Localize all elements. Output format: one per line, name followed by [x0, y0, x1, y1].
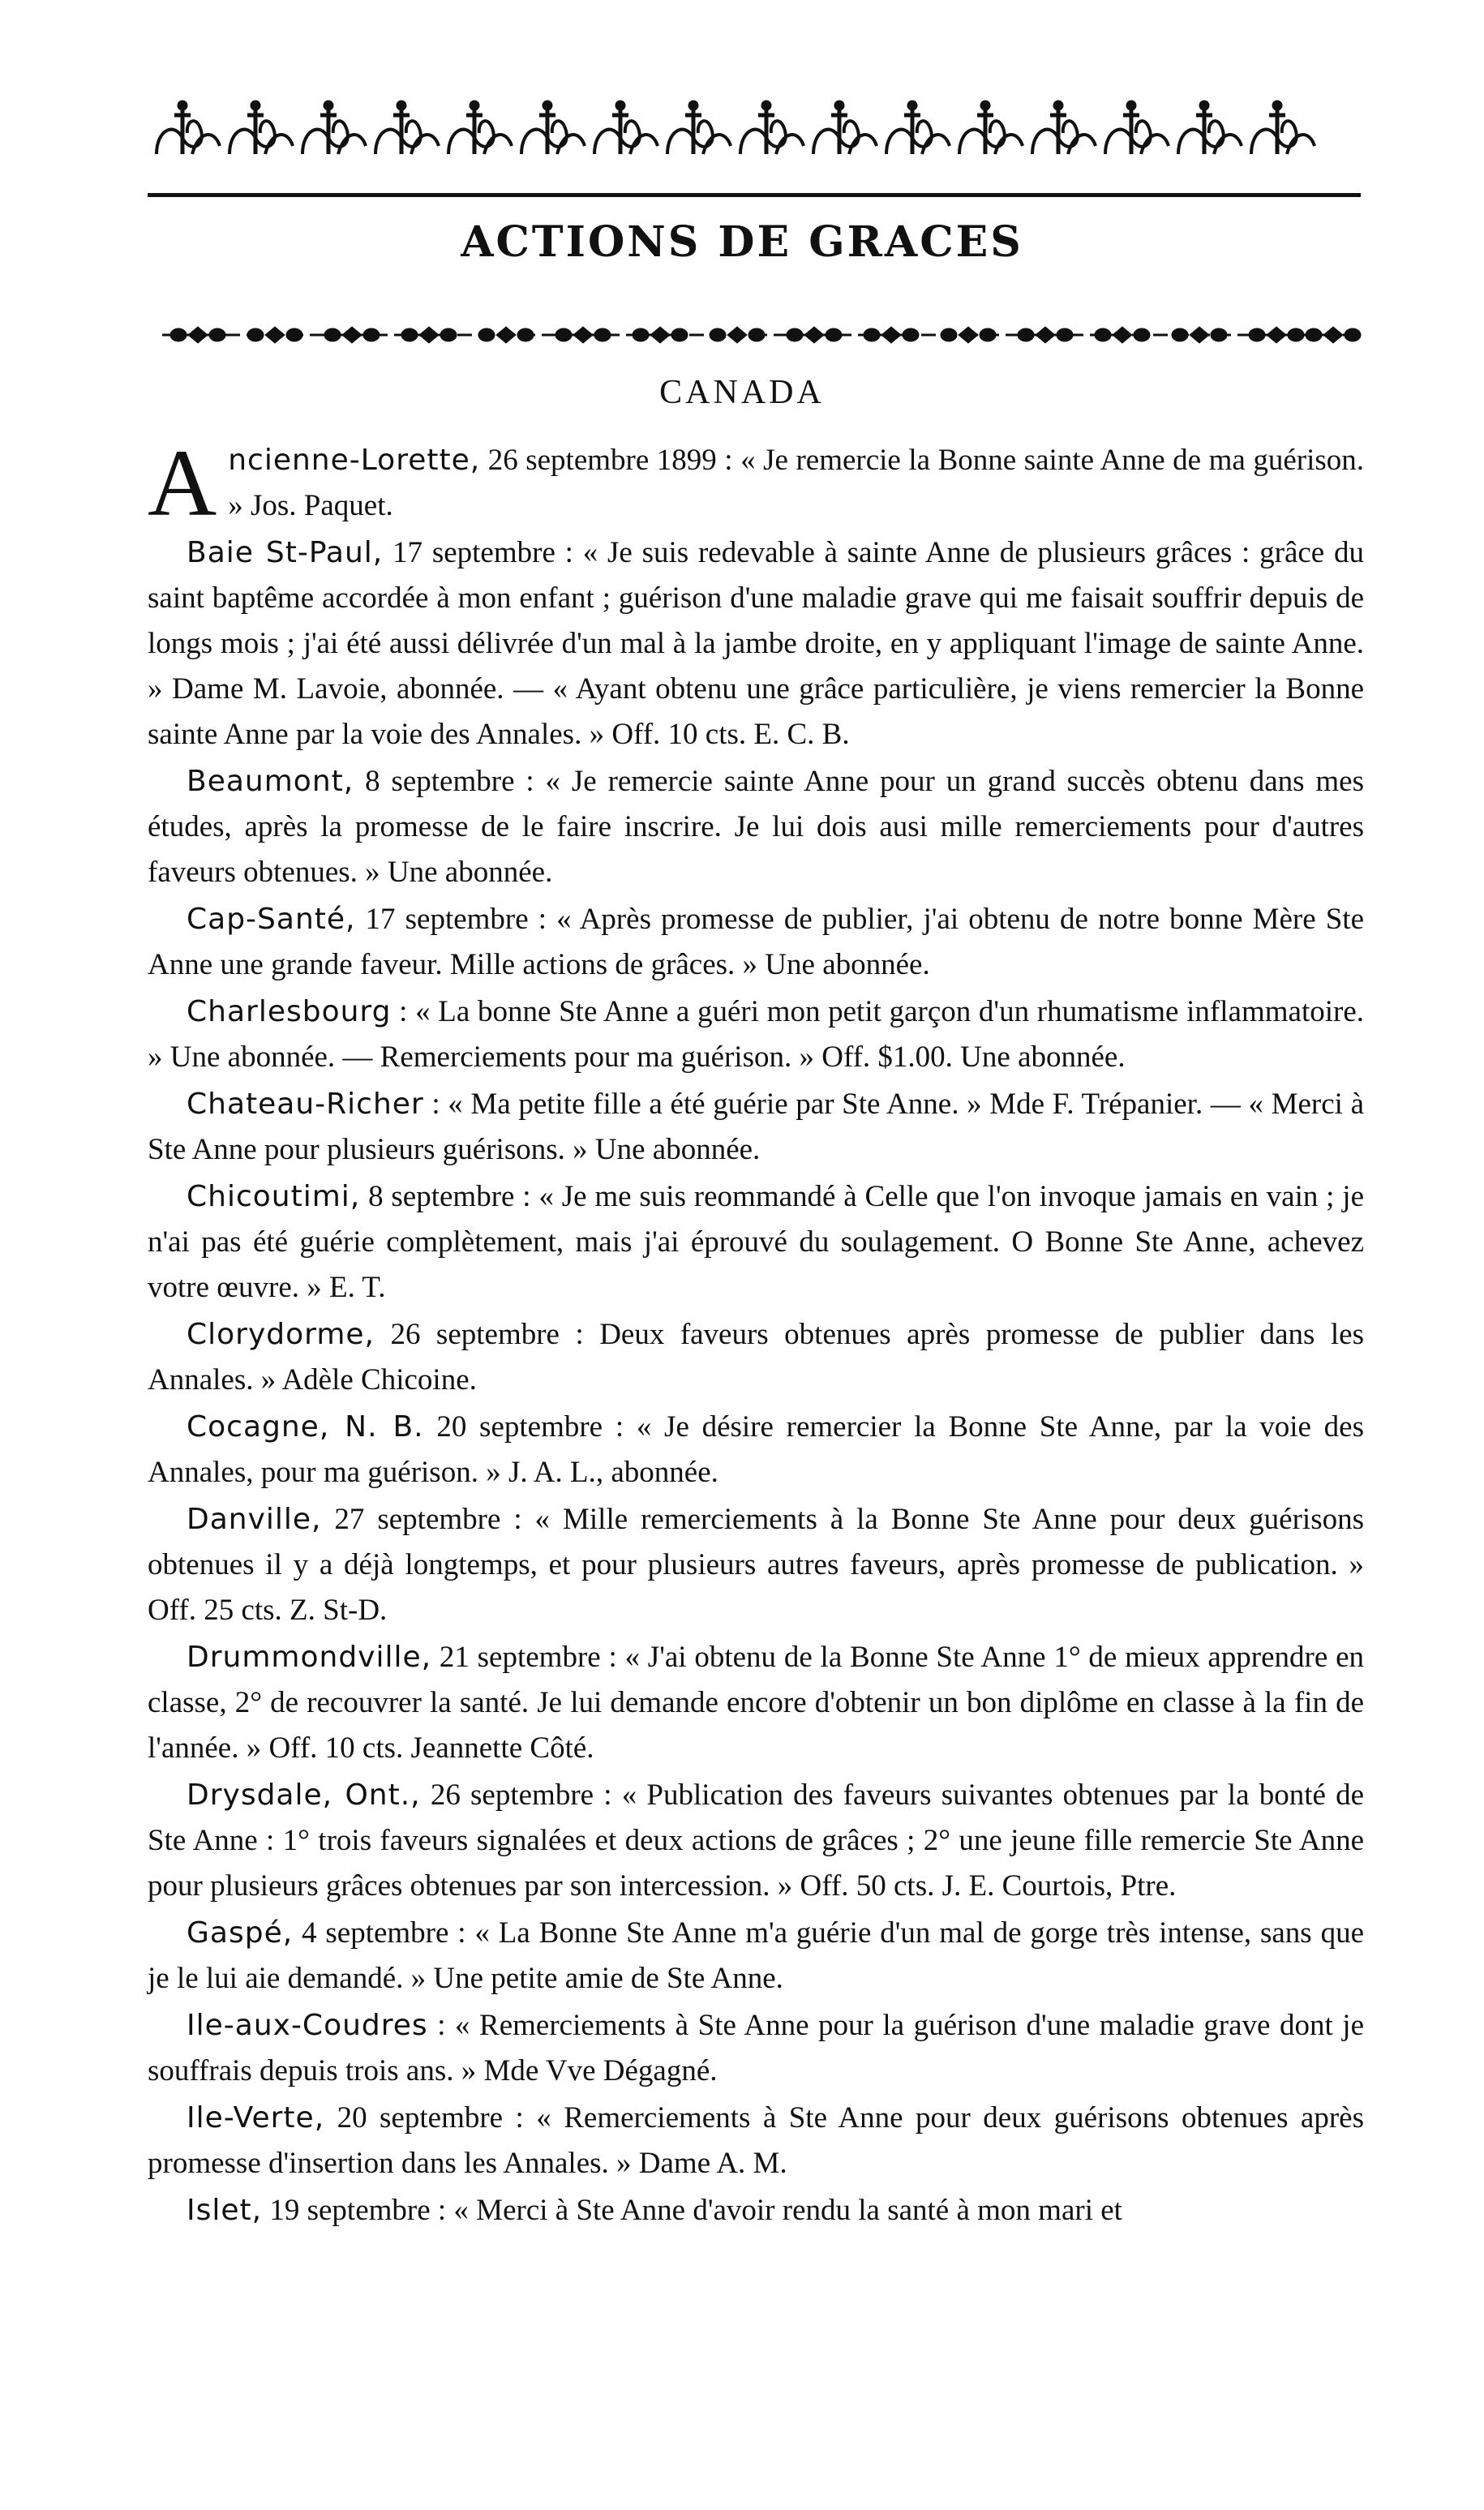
entry-text: 8 septembre : « Je me suis reommandé à Celle que l'on invoque jamais en vain ; je n'ai pas été guérie complètement, mais j'ai éprouvé du soulagement. O Bonne Ste Anne, achevez votre œuvre. » E. T.: [148, 1180, 1364, 1304]
entry-text: 27 septembre : « Mille remerciements à la Bonne Ste Anne pour deux guérisons obtenues il y a déjà longtemps, et pour plusieurs autres faveurs, après promesse de publication. » Off. 25 cts. Z. St-D.: [148, 1503, 1364, 1627]
place-name: Beaumont,: [187, 765, 354, 798]
entry-paragraph: [148, 1174, 1364, 1311]
place-name: Ile-Verte,: [187, 2101, 325, 2135]
decorative-header-border: [150, 97, 1358, 162]
entry-paragraph: [148, 2003, 1364, 2094]
entry-text: 20 septembre : « Remerciements à Ste Anne pour deux guérisons obtenues après promesse d'insertion dans les Annales. » Dame A. M.: [148, 2101, 1364, 2180]
place-name: Cap-Santé,: [187, 903, 356, 936]
entry-text: : « Remerciements à Ste Anne pour la guérison d'une maladie grave dont je souffrais depuis trois ans. » Mde Vve Dégagné.: [148, 2009, 1364, 2087]
place-name: Ile-aux-Coudres: [187, 2009, 428, 2042]
entry-paragraph: [148, 897, 1364, 988]
entry-paragraph: [148, 1911, 1364, 2002]
place-name: Clorydorme,: [187, 1318, 375, 1351]
place-name: Baie St-Paul,: [187, 536, 384, 569]
entry-paragraph: [148, 989, 1364, 1080]
place-name: Chateau-Richer: [187, 1088, 424, 1121]
entry-text: 17 septembre : « Après promesse de publier, j'ai obtenu de notre bonne Mère Ste Anne une grande faveur. Mille actions de grâces. » Une abonnée.: [148, 903, 1364, 981]
entry-text: 4 septembre : « La Bonne Ste Anne m'a guérie d'un mal de gorge très intense, sans que je le lui aie demandé. » Une petite amie de Ste Anne.: [148, 1916, 1364, 1995]
entry-text: 26 septembre : « Publication des faveurs suivantes obtenues par la bonté de Ste Anne : 1° trois faveurs signalées et deux actions de grâces ; 2° une jeune fille remercie Ste Anne pour plusieurs grâces obtenues par son intercession. » Off. 50 cts. J. E. Courtois, Ptre.: [148, 1778, 1365, 1903]
header-rule: [148, 193, 1361, 197]
entry-text: 17 septembre : « Je suis redevable à sainte Anne de plusieurs grâces : grâce du saint baptême accordée à mon enfant ; guérison d'une maladie grave qui me faisait souffrir depuis de longs mois ; j'ai été aussi délivrée d'un mal à la jambe droite, en y appliquant l'image de sainte Anne. » Dame M. Lavoie, abonnée. — « Ayant obtenu une grâce particulière, je viens remercier la Bonne sainte Anne par la voie des Annales. » Off. 10 cts. E. C. B.: [148, 536, 1364, 751]
page-title: ACTIONS DE GRACES: [461, 217, 1023, 267]
entry-paragraph: [148, 759, 1364, 895]
entry-paragraph: [148, 1082, 1364, 1173]
entry-text: : « Ma petite fille a été guérie par Ste Anne. » Mde F. Trépanier. — « Merci à Ste Anne pour plusieurs guérisons. » Une abonnée.: [148, 1088, 1364, 1166]
entry-paragraph: [148, 1635, 1364, 1771]
entry-text: 26 septembre : Deux faveurs obtenues après promesse de publier dans les Annales. » Adèle Chicoine.: [148, 1318, 1364, 1397]
article-body: [148, 430, 1365, 2235]
place-name: Cocagne, N. B.: [187, 1410, 424, 1444]
section-heading: CANADA: [659, 374, 825, 411]
entry-text: 19 septembre : « Merci à Ste Anne d'avoir rendu la santé à mon mari et: [262, 2194, 1122, 2227]
entry-paragraph: [148, 530, 1364, 757]
place-name: Islet,: [187, 2194, 263, 2227]
entry-paragraph: [148, 1497, 1364, 1633]
place-name: Charlesbourg: [187, 995, 392, 1028]
entry-text: 21 septembre : « J'ai obtenu de la Bonne Ste Anne 1° de mieux apprendre en classe, 2° de recouvrer la santé. Je lui demande encore d'obtenir un bon diplôme en classe à la fin de l'année. » Off. 10 cts. Jeannette Côté.: [148, 1641, 1364, 1765]
place-name: Chicoutimi,: [187, 1180, 361, 1213]
entry-text: 20 septembre : « Je désire remercier la Bonne Ste Anne, par la voie des Annales, pour ma guérison. » J. A. L., abonnée.: [148, 1410, 1365, 1489]
entry-text: : « La bonne Ste Anne a guéri mon petit garçon d'un rhumatisme inflammatoire. » Une abonnée. — Remerciements pour ma guérison. » Off. $1.00. Une abonnée.: [148, 995, 1364, 1074]
place-name: ncienne-Lorette,: [228, 444, 481, 477]
place-name: Drysdale, Ont.,: [187, 1778, 421, 1812]
place-name: Drummondville,: [187, 1641, 432, 1674]
entry-paragraph: [148, 2096, 1364, 2186]
drop-cap: A: [148, 430, 217, 536]
entry-paragraph: [148, 2188, 1364, 2233]
entry-paragraph: [148, 1312, 1364, 1403]
place-name: Danville,: [187, 1503, 322, 1536]
decorative-divider: [162, 323, 1362, 347]
place-name: Gaspé,: [187, 1916, 294, 1950]
entry-paragraph: [148, 430, 1364, 536]
entry-text: 8 septembre : « Je remercie sainte Anne pour un grand succès obtenu dans mes études, après la promesse de le faire inscrire. Je lui dois ausi mille remerciements pour d'autres faveurs obtenues. » Une abonnée.: [148, 765, 1364, 889]
entry-paragraph: [148, 1773, 1364, 1909]
entry-text: 26 septembre 1899 : « Je remercie la Bonne sainte Anne de ma guérison. » Jos. Paquet.: [228, 444, 1364, 522]
entry-paragraph: [148, 1405, 1364, 1495]
